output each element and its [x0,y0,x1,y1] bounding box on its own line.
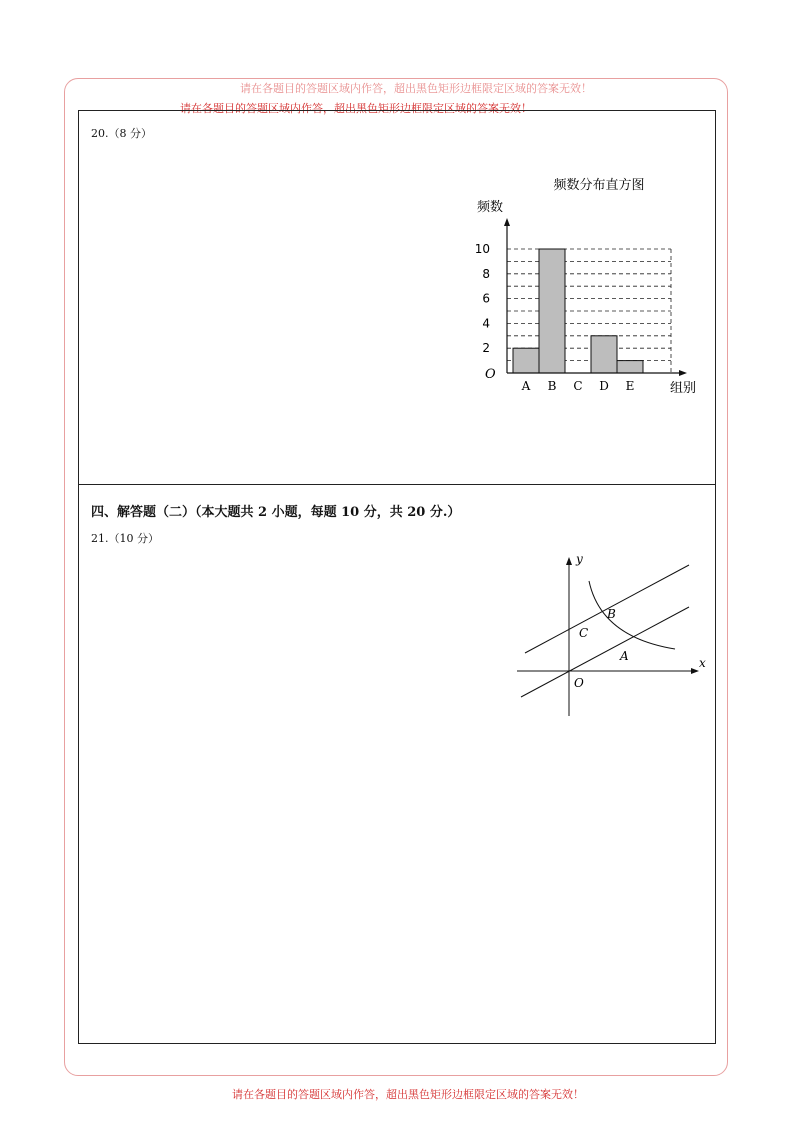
point-a-label: A [620,649,629,663]
answer-box-section4[interactable] [78,484,716,1044]
footer-warning: 请在各题目的答题区域内作答，超出黑色矩形边框限定区域的答案无效！ [232,1088,584,1101]
header-warning-ghost: 请在各题目的答题区域内作答，超出黑色矩形边框限定区域的答案无效！ [240,82,592,95]
answer-box-q20[interactable] [78,110,716,485]
question-21-label: 21.（10 分） [91,532,159,545]
x-axis-label: x [699,656,706,670]
point-c-label: C [579,626,589,640]
y-axis-arrow [504,218,510,226]
chart-ylabel: 频数 [476,200,504,215]
bar-A [513,348,539,373]
header-warning: 请在各题目的答题区域内作答，超出黑色矩形边框限定区域的答案无效！ [180,102,532,115]
y-axis-label: y [576,552,583,566]
y-tick-label: 8 [482,266,490,281]
bar-D [591,336,617,373]
chart-origin: O [485,367,496,382]
x-axis-arrow [691,668,699,674]
bar-E [617,361,643,373]
chart-xticks [521,379,635,393]
x-tick-label: A [521,379,531,393]
coordinate-figure [515,551,715,721]
question-20-label: 20.（8 分） [91,127,152,140]
y-tick-label: 6 [482,291,490,306]
y-tick-label: 4 [482,316,490,331]
histogram-chart [459,166,719,406]
x-tick-label: E [625,379,635,393]
bar-B [539,249,565,373]
y-tick-label: 2 [482,341,490,356]
y-axis-arrow [566,557,572,565]
x-tick-label: C [573,379,583,393]
x-tick-label: D [599,379,609,393]
x-axis-arrow [679,370,687,376]
chart-title: 频数分布直方图 [553,178,645,193]
point-b-label: B [607,607,616,621]
curve [589,581,675,649]
section-4-title: 四、解答题（二）（本大题共 2 小题，每题 10 分，共 20 分.） [91,505,461,520]
x-tick-label: B [547,379,557,393]
origin-label: O [574,676,584,690]
chart-yticks [475,242,490,355]
chart-xlabel: 组别 [669,381,697,396]
y-tick-label: 10 [474,242,490,256]
line-through-origin [521,607,689,697]
